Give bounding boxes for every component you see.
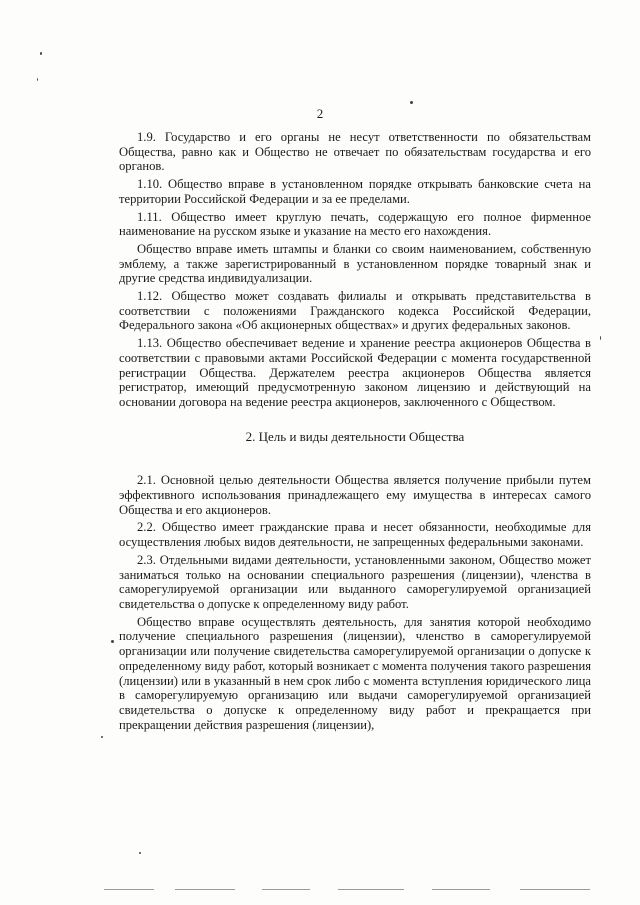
clause-2-2: 2.2. Общество имеет гражданские права и несет обязанности, необходимые для осуществления любых видов деятельности, не запрещенных федеральными законами. [119, 520, 591, 550]
clause-1-11-continued: Общество вправе иметь штампы и бланки со своим наименованием, собственную эмблему, а также зарегистрированный в установленном порядке товарный знак и другие средства индивидуализации. [119, 241, 591, 286]
scan-speck [101, 736, 103, 738]
scan-speck [600, 336, 601, 340]
clause-1-10: 1.10. Общество вправе в установленном порядке открывать банковские счета на территории Российской Федерации и за ее пределами. [119, 177, 591, 206]
clause-1-13: 1.13. Общество обеспечивает ведение и хранение реестра акционеров Общества в соответствии с правовыми актами Российской Федерации с момента государственной регистрации Общества. Держателем реестра акционеров Общества является регистратор, имеющий предусмотренную законом лицензию и действующий на основании договора на ведение реестра акционеров, заключенного с Обществом. [119, 336, 591, 409]
page-number: 2 [316, 106, 324, 121]
scan-speck [37, 78, 38, 81]
clause-1-11: 1.11. Общество имеет круглую печать, содержащую его полное фирменное наименование на русском языке и указание на место его нахождения. [119, 209, 591, 239]
clause-1-12: 1.12. Общество может создавать филиалы и открывать представительства в соответствии с положениями Гражданского кодекса Российской Федерации, Федерального закона «Об акционерных обществах» и других федеральных законов. [119, 289, 591, 333]
scan-speck [410, 101, 413, 104]
scan-speck [111, 640, 114, 643]
clause-1-9: 1.9. Государство и его органы не несут ответственности по обязательствам Общества, равно как и Общество не отвечает по обязательствам государства и его органов. [119, 130, 591, 174]
clause-2-3: 2.3. Отдельными видами деятельности, установленными законом, Общество может заниматься только на основании специального разрешения (лицензии), членства в саморегулируемой организации или выданного саморегулируемой организацией свидетельства о допуске к определенному виду работ. [119, 552, 591, 611]
scan-edge-line [262, 889, 310, 890]
clause-2-3-continued: Общество вправе осуществлять деятельность, для занятия которой необходимо получение специального разрешения (лицензии), членство в саморегулируемой организации или получение свидетельства саморегулируемой организации о допуске к определенному виду работ, который возникает с момента получения такого разрешения (лицензии) или в указанный в нем срок либо с момента вступления юридического лица в саморегулируемую организацию или выдачи саморегулируемой организацией свидетельства о допуске к определенному виду работ и прекращается при прекращении действия разрешения (лицензии), [119, 614, 591, 732]
scan-speck [139, 852, 141, 854]
scan-edge-line [432, 889, 490, 890]
scan-edge-line [175, 889, 235, 890]
scan-edge-line [104, 889, 154, 890]
document-body [119, 130, 591, 735]
scan-edge-line [338, 889, 404, 890]
section-heading: 2. Цель и виды деятельности Общества [245, 428, 465, 444]
clause-2-1: 2.1. Основной целью деятельности Общества является получение прибыли путем эффективного использования принадлежащего ему имущества в интересах самого Общества и его акционеров. [119, 473, 591, 517]
scan-speck [40, 52, 42, 55]
scan-edge-line [520, 889, 590, 890]
